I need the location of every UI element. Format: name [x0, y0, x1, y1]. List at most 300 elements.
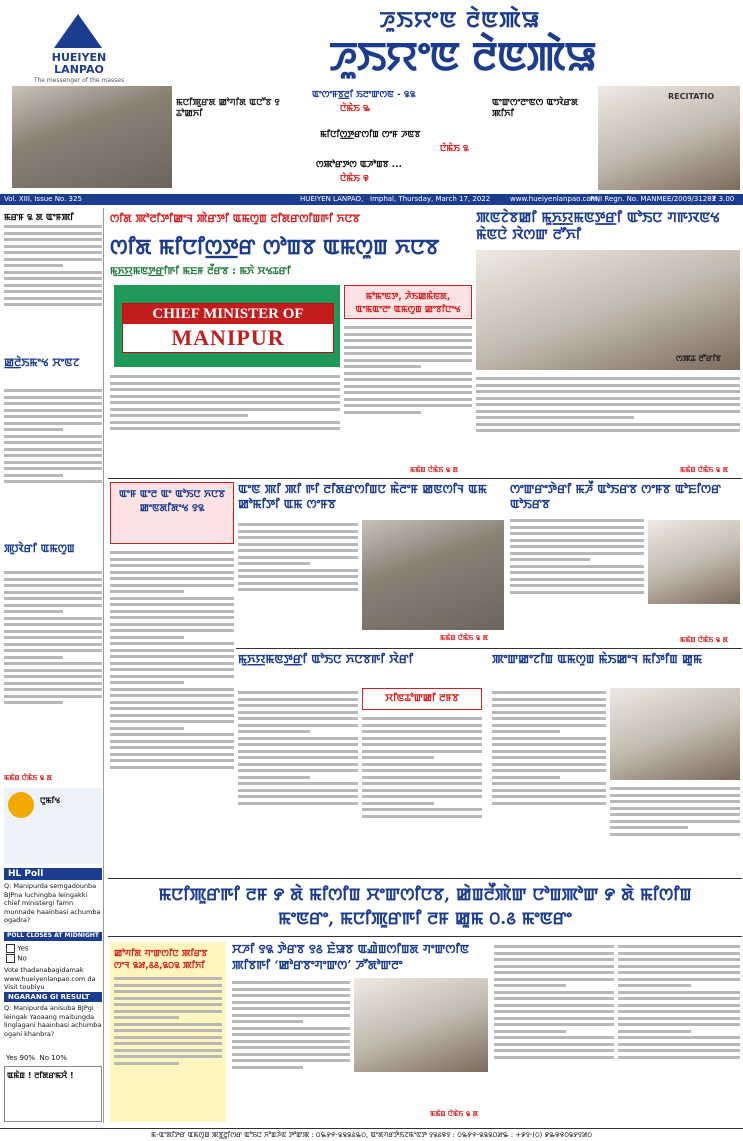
- text-line: [492, 704, 606, 707]
- text-line: [4, 435, 102, 438]
- text-line: [110, 590, 184, 593]
- bottom-left-headline: ꯀꯣꯚꯤꯗ ꯚꯦꯛꯁꯤꯅ ꯄꯤꯔꯕ: [114, 949, 208, 959]
- text-line: [4, 264, 63, 267]
- text-line: [114, 1055, 222, 1058]
- teaser-page-2: ꯅꯥꯃꯥꯏ ꯳: [340, 104, 371, 114]
- text-line: [238, 737, 358, 740]
- text-line: [618, 1023, 740, 1026]
- text-line: [238, 698, 358, 701]
- text-line: [618, 1010, 740, 1013]
- text-line: [4, 232, 102, 235]
- left-column: [2, 208, 104, 1123]
- divider: [236, 648, 742, 649]
- text-line: [618, 958, 740, 961]
- text-line: [362, 763, 482, 766]
- text-line: [344, 352, 472, 355]
- bottom-left-body: [114, 974, 222, 1114]
- weather-label: ꯅꯨꯃꯤꯠ: [40, 796, 61, 805]
- text-line: [110, 375, 340, 378]
- text-line: [232, 1027, 350, 1030]
- text-line: [110, 733, 234, 736]
- text-line: [110, 616, 234, 619]
- text-line: [110, 746, 234, 749]
- bottom-center-photo: [354, 978, 488, 1072]
- bottom-left-amount: ꯁꯦꯜ ꯲꯷,꯴꯴,꯲꯰꯲ ꯄꯤꯈꯤ: [114, 961, 205, 971]
- mid-right-turn-label: ꯃꯃꯥꯡ ꯅꯥꯃꯥꯏ ꯲ ꯗ: [680, 636, 729, 644]
- text-line: [4, 284, 102, 287]
- poll-option-yes[interactable]: Yes: [6, 944, 100, 953]
- text-line: [4, 636, 102, 639]
- text-line: [362, 795, 482, 798]
- issue-paper: HUEIYEN LANPAO,: [300, 195, 364, 203]
- text-line: [110, 551, 234, 554]
- text-line: [618, 952, 740, 955]
- text-line: [492, 737, 606, 740]
- text-line: [494, 945, 614, 948]
- text-line: [110, 668, 234, 671]
- text-line: [4, 610, 63, 613]
- text-line: [238, 782, 358, 785]
- cartoon-box: [4, 1066, 102, 1122]
- issue-price: ₹ 3.00: [712, 195, 735, 203]
- text-line: [476, 397, 740, 400]
- text-line: [110, 564, 234, 567]
- banner-headline-line1: ꯃꯅꯤꯄꯨꯔꯒꯤ ꯂꯝ ꯸ ꯗꯥ ꯃꯤꯁꯤꯡ ꯆꯦꯛꯁꯤꯅꯕ, ꯀꯥꯡꯂꯩꯄꯥꯛ ꯅꯣꯡꯄꯣꯛ ꯸ ꯗꯥ ꯃꯤꯁꯤꯡ: [158, 885, 692, 905]
- mid-right-body: [510, 516, 644, 636]
- text-line: [4, 389, 102, 392]
- left-turn-label: ꯃꯃꯥꯡ ꯅꯥꯃꯥꯏ ꯲ ꯗ: [4, 774, 53, 782]
- bottom-center-headline-2: ꯄꯤꯕꯒꯤ ‘ꯀꯣꯔꯕꯦꯚꯦꯛꯁ’ ꯍꯧꯗꯣꯛꯂꯦ: [232, 958, 403, 972]
- text-line: [618, 965, 740, 968]
- text-line: [232, 1053, 350, 1056]
- text-line: [110, 753, 234, 756]
- text-line: [110, 649, 234, 652]
- checkbox-icon[interactable]: [6, 954, 15, 963]
- text-line: [492, 711, 606, 714]
- text-line: [492, 782, 606, 785]
- text-line: [494, 978, 614, 981]
- logo: [4, 14, 154, 86]
- text-line: [494, 1049, 614, 1052]
- footer-imprint: ꯃ-ꯑꯦꯗꯤꯇꯔ ꯑꯃꯁꯨꯡ ꯄꯕ꯭ꯂꯤꯁꯔ ꯑꯣꯏꯅ ꯈꯣꯡꯍꯥꯟ ꯇꯣꯛꯄ : ꯰꯳꯸꯵-꯲꯲꯲꯴꯳꯰, ꯑꯦꯗꯚꯔꯇꯥꯏꯖꯃꯦꯟꯇ ꯱꯲꯴꯶꯱ : ꯰꯳꯸꯵-꯲꯲꯲꯰꯷꯳ : +꯹꯱-(꯰) ꯹꯳꯶꯶꯰꯲꯸꯱꯷꯰: [0, 1128, 743, 1140]
- text-line: [4, 623, 102, 626]
- text-line: [110, 675, 234, 678]
- text-line: [4, 630, 102, 633]
- text-line: [344, 378, 472, 381]
- text-line: [4, 643, 102, 646]
- text-line: [494, 1030, 566, 1033]
- text-line: [114, 1003, 222, 1006]
- text-line: [114, 1023, 222, 1026]
- text-line: [110, 414, 248, 417]
- text-line: [494, 1036, 614, 1039]
- teaser-story-3: ꯃꯤꯅꯤꯁ꯭ꯇꯔꯁꯤꯡ ꯁꯦꯝ ꯍꯟꯕ: [320, 130, 421, 140]
- text-line: [492, 756, 606, 759]
- text-line: [4, 290, 102, 293]
- text-line: [114, 1010, 222, 1013]
- lower-right-photo: [610, 688, 740, 780]
- teaser-photo-award: [598, 86, 740, 190]
- mid-center-turn-label: ꯃꯃꯥꯡ ꯅꯥꯃꯥꯏ ꯲ ꯗ: [440, 634, 489, 642]
- text-line: [618, 1030, 691, 1033]
- text-line: [476, 403, 740, 406]
- text-line: [110, 584, 234, 587]
- text-line: [232, 981, 350, 984]
- text-line: [4, 480, 102, 483]
- text-line: [510, 552, 644, 555]
- text-line: [362, 756, 434, 759]
- text-line: [4, 415, 102, 418]
- text-line: [110, 766, 234, 769]
- left-column-header: ꯃꯔꯝ ꯲ ꯗ ꯑꯦꯝꯄꯤ: [4, 213, 74, 223]
- text-line: [476, 390, 740, 393]
- text-line: [110, 714, 234, 717]
- text-line: [510, 578, 644, 581]
- text-line: [110, 694, 234, 697]
- issue-website: www.hueiyenlanpao.com,: [510, 195, 600, 203]
- text-line: [494, 952, 614, 955]
- text-line: [344, 339, 472, 342]
- text-line: [238, 530, 358, 533]
- text-line: [110, 421, 340, 424]
- cm-card-panel: [122, 303, 334, 353]
- text-line: [238, 756, 358, 759]
- text-line: [4, 409, 102, 412]
- lead-kicker: ꯁꯤꯗ ꯄꯣꯂꯤꯇꯤꯀꯦꯜ ꯄꯥꯔꯇꯤ ꯑꯃꯁꯨꯡ ꯂꯤꯗꯔꯁꯤꯡꯒꯤ ꯈꯅꯕ: [110, 212, 360, 225]
- text-line: [492, 769, 606, 772]
- lower-right-body: [492, 688, 606, 868]
- text-line: [362, 815, 482, 818]
- teaser-story-4: ꯁꯄꯣꯔꯇꯁ ꯑꯍꯣꯡꯕ ...: [316, 160, 402, 170]
- text-line: [510, 565, 644, 568]
- text-line: [344, 359, 472, 362]
- text-line: [110, 571, 234, 574]
- bottom-right-body-1: [494, 942, 614, 1122]
- issue-dateline: Imphal, Thursday, March 17, 2022: [370, 195, 491, 203]
- text-line: [510, 571, 644, 574]
- text-line: [618, 1049, 740, 1052]
- text-line: [494, 965, 614, 968]
- text-line: [492, 691, 606, 694]
- text-line: [110, 408, 340, 411]
- text-line: [610, 787, 740, 790]
- text-line: [238, 717, 358, 720]
- teaser-story-5: ꯑꯦꯛꯁꯦꯂꯦꯟꯁ ꯑꯦꯋꯥꯔꯗ ꯄꯤꯈꯤ: [492, 98, 578, 119]
- bottom-center-headline-1: ꯆꯍꯤ ꯱꯲ ꯇꯥꯔꯕ ꯱꯴ ꯐꯥꯎꯕ ꯑꯉꯥꯡꯁꯤꯡꯗ ꯚꯦꯛꯁꯤꯟ: [232, 942, 470, 956]
- left-story-2-headline: ꯀ꯭ꯂꯥꯏꯃꯦꯠ ꯆꯦꯟꯖ: [4, 356, 80, 369]
- text-line: [110, 577, 234, 580]
- text-line: [344, 391, 472, 394]
- text-line: [110, 388, 340, 391]
- text-line: [492, 730, 560, 733]
- lower-headline-1: ꯃꯨꯈ꯭ꯌꯃꯟꯇ꯭ꯔꯤ ꯑꯣꯏꯅ ꯈꯅꯕꯒꯤ ꯋꯥꯔꯤ: [238, 652, 414, 666]
- text-line: [494, 997, 614, 1000]
- issue-regn: RNI Regn. No. MANMEE/2009/31282: [590, 195, 717, 203]
- text-line: [114, 1049, 222, 1052]
- text-line: [344, 372, 472, 375]
- right-top-headline: ꯄꯟꯖꯥꯕꯀꯤ ꯃꯨꯈ꯭ꯌꯃꯟꯇ꯭ꯔꯤ ꯑꯣꯏꯅ ꯚꯒꯋꯟꯠ ꯃꯥꯟꯅꯥ ꯋꯥꯁꯛ ꯂꯧꯈꯤ: [476, 210, 720, 243]
- text-line: [114, 1029, 222, 1032]
- text-line: [110, 427, 340, 430]
- text-line: [110, 740, 234, 743]
- text-line: [232, 1001, 350, 1004]
- text-line: [4, 571, 102, 574]
- text-line: [110, 707, 234, 710]
- text-line: [238, 523, 358, 526]
- text-line: [492, 802, 606, 805]
- text-line: [494, 991, 614, 994]
- text-line: [4, 675, 102, 678]
- text-line: [238, 711, 358, 714]
- text-line: [4, 584, 102, 587]
- text-line: [110, 629, 234, 632]
- text-line: [238, 789, 358, 792]
- text-line: [110, 655, 234, 658]
- text-line: [4, 238, 102, 241]
- issue-bar: [0, 194, 743, 205]
- right-top-body: [476, 374, 740, 466]
- text-line: [4, 422, 102, 425]
- text-line: [344, 333, 472, 336]
- left-story-3-headline: ꯄꯨꯋꯥꯔꯤ ꯑꯃꯁꯨꯡ: [4, 542, 75, 555]
- logo-tagline: The messenger of the masses: [33, 77, 125, 84]
- text-line: [4, 669, 102, 672]
- text-line: [4, 461, 102, 464]
- text-line: [4, 454, 102, 457]
- photo-banner-text: RECITATIO: [668, 92, 715, 101]
- text-line: [618, 1056, 740, 1059]
- text-line: [494, 1056, 614, 1059]
- text-line: [4, 396, 102, 399]
- text-line: [4, 656, 63, 659]
- lower-body-1: [238, 688, 358, 868]
- text-line: [510, 584, 644, 587]
- text-line: [362, 717, 482, 720]
- text-line: [362, 743, 482, 746]
- bottom-right-body-2: [618, 942, 740, 1122]
- text-line: [110, 727, 184, 730]
- text-line: [362, 802, 434, 805]
- text-line: [114, 990, 222, 993]
- text-line: [110, 759, 234, 762]
- text-line: [618, 1017, 740, 1020]
- text-line: [492, 698, 606, 701]
- text-line: [238, 691, 358, 694]
- lead-headline: ꯁꯤꯗ ꯃꯤꯅꯤꯁ꯭ꯇꯔ ꯁꯣꯡꯕ ꯑꯃꯁꯨꯡ ꯈꯅꯕ: [110, 234, 440, 259]
- lead-turn-label: ꯃꯃꯥꯡ ꯅꯥꯃꯥꯏ ꯲ ꯗ: [410, 466, 459, 474]
- teaser-story-2: ꯑꯦꯁꯦꯝꯕ꯭ꯂꯤ ꯏꯂꯦꯛꯁꯟ - ꯲꯲: [312, 90, 416, 100]
- text-line: [4, 251, 102, 254]
- text-line: [344, 404, 472, 407]
- text-line: [238, 750, 358, 753]
- text-line: [110, 623, 234, 626]
- text-line: [4, 695, 102, 698]
- text-line: [4, 225, 102, 228]
- result-question: Q: Manipurda anisuba BJPgi leingak Yaoaang maitungda linglagani haainbasi achumba ogani khanbra?: [4, 1004, 102, 1038]
- divider: [108, 878, 742, 879]
- mid-right-photo: [648, 520, 740, 604]
- text-line: [476, 384, 740, 387]
- masthead-top-title: ꯍꯨꯏꯌꯦꯟ ꯂꯥꯟꯄꯥꯎ: [379, 7, 541, 33]
- hl-poll-title: HL Poll: [4, 868, 102, 880]
- text-line: [510, 539, 644, 542]
- text-line: [618, 1043, 740, 1046]
- lead-body: [110, 372, 340, 462]
- result-values: Yes 90% No 10%: [6, 1054, 67, 1062]
- text-line: [362, 769, 482, 772]
- text-line: [110, 401, 340, 404]
- lower-body-2: [362, 714, 482, 868]
- text-line: [232, 994, 350, 997]
- masthead-main-title: ꯍꯨꯏꯌꯦꯟ ꯂꯥꯟꯄꯥꯎ: [329, 33, 596, 80]
- text-line: [110, 603, 234, 606]
- text-line: [110, 558, 234, 561]
- bottom-center-body: [232, 978, 350, 1118]
- text-line: [110, 636, 184, 639]
- text-line: [344, 411, 421, 414]
- text-line: [114, 997, 222, 1000]
- text-line: [618, 1036, 740, 1039]
- text-line: [4, 688, 102, 691]
- text-line: [510, 558, 590, 561]
- text-line: [476, 416, 634, 419]
- right-top-turn-label: ꯃꯃꯥꯡ ꯅꯥꯃꯥꯏ ꯲ ꯗ: [680, 466, 729, 474]
- lead-sidebar-body: [344, 323, 472, 463]
- text-line: [476, 429, 740, 432]
- weather-box: [4, 788, 102, 864]
- text-line: [238, 763, 358, 766]
- divider: [108, 936, 742, 937]
- oath-photo-caption: ꯁꯄꯊ ꯂꯧꯔꯤꯕ: [676, 354, 721, 363]
- text-line: [110, 681, 184, 684]
- text-line: [232, 1007, 350, 1010]
- text-line: [114, 1062, 179, 1065]
- text-line: [4, 591, 102, 594]
- mid-center-headline: ꯑꯦꯟ ꯄꯤ ꯄꯤ ꯒꯤ ꯂꯤꯗꯔꯁꯤꯡꯅ ꯃꯥꯂꯦꯝ ꯀꯟꯁꯤꯜ ꯑꯃ ꯀꯣꯃꯤꯇꯤ ꯑꯃ ꯁꯦꯝꯕ: [238, 482, 487, 511]
- text-line: [114, 1036, 222, 1039]
- text-line: [238, 582, 358, 585]
- mid-left-box: ꯑꯦꯝ ꯑꯦꯂ ꯑꯦ ꯑꯣꯏꯅ ꯈꯅꯕ ꯀꯦꯟꯗꯤꯗꯦꯠ ꯱꯲: [110, 482, 234, 544]
- text-line: [4, 303, 102, 306]
- text-line: [232, 1059, 350, 1062]
- lower-right-body-2: [610, 784, 740, 868]
- lower-box: ꯆꯤꯟꯊꯣꯛꯀꯤ ꯂꯝꯕ: [362, 688, 482, 710]
- banner-headline-line2: ꯃꯦꯟꯔꯦ, ꯃꯅꯤꯄꯨꯔꯒꯤ ꯂꯝ ꯀꯨꯃ ꯰.꯴ ꯃꯦꯟꯔꯦ: [278, 909, 572, 929]
- checkbox-icon[interactable]: [6, 944, 15, 953]
- text-line: [618, 978, 740, 981]
- text-line: [618, 971, 740, 974]
- text-line: [494, 958, 614, 961]
- text-line: [4, 604, 102, 607]
- text-line: [114, 984, 222, 987]
- text-line: [238, 730, 310, 733]
- text-line: [510, 526, 644, 529]
- text-line: [4, 428, 63, 431]
- text-line: [110, 720, 234, 723]
- text-line: [4, 271, 102, 274]
- text-line: [618, 945, 740, 948]
- text-line: [494, 1010, 614, 1013]
- text-line: [494, 1017, 614, 1020]
- text-line: [238, 776, 310, 779]
- text-line: [238, 575, 358, 578]
- text-line: [492, 789, 606, 792]
- text-line: [476, 377, 740, 380]
- text-line: [510, 532, 644, 535]
- text-line: [114, 1042, 222, 1045]
- text-line: [618, 1004, 740, 1007]
- text-line: [492, 795, 606, 798]
- mid-center-photo: [362, 520, 504, 630]
- text-line: [238, 724, 358, 727]
- oath-photo: [476, 250, 740, 370]
- text-line: [4, 467, 102, 470]
- text-line: [110, 395, 340, 398]
- lower-headline-2: ꯄꯦꯛꯀꯦꯖꯤꯡ ꯑꯃꯁꯨꯡ ꯃꯥꯏꯀꯦꯜ ꯃꯤꯇꯤꯡ ꯀꯨꯃ: [492, 652, 702, 666]
- poll-option-no[interactable]: No: [6, 954, 100, 963]
- text-line: [362, 724, 482, 727]
- text-line: [238, 569, 358, 572]
- text-line: [492, 717, 606, 720]
- text-line: [4, 441, 102, 444]
- bottom-center-turn-label: ꯃꯃꯥꯡ ꯅꯥꯃꯥꯏ ꯲ ꯗ: [430, 1110, 479, 1118]
- teaser-page-3: ꯅꯥꯃꯥꯏ ꯲: [440, 144, 469, 154]
- cm-card-line1: CHIEF MINISTER OF: [123, 304, 333, 324]
- text-line: [618, 991, 740, 994]
- result-title: NGARANG GI RESULT: [4, 992, 102, 1002]
- teaser-photo-vaccination: [12, 86, 172, 188]
- text-line: [492, 743, 606, 746]
- text-line: [510, 545, 644, 548]
- text-line: [238, 704, 358, 707]
- text-line: [232, 988, 350, 991]
- text-line: [618, 984, 691, 987]
- text-line: [510, 591, 644, 594]
- text-line: [494, 984, 566, 987]
- logo-emblem-icon: [54, 14, 102, 48]
- text-line: [4, 597, 102, 600]
- text-line: [232, 1014, 350, 1017]
- text-line: [238, 588, 358, 591]
- text-line: [610, 813, 740, 816]
- text-line: [232, 1046, 350, 1049]
- text-line: [4, 662, 102, 665]
- text-line: [110, 610, 234, 613]
- text-line: [4, 649, 102, 652]
- left-story-2-body: [4, 386, 102, 536]
- text-line: [610, 826, 688, 829]
- text-line: [362, 750, 482, 753]
- text-line: [114, 1016, 179, 1019]
- teaser-story-1: ꯃꯅꯤꯄꯨꯔꯗ ꯀꯣꯚꯤꯗ ꯑꯅꯧꯕ ꯱ ꯊꯣꯀꯈꯤ: [176, 98, 280, 119]
- text-line: [238, 802, 358, 805]
- text-line: [4, 297, 102, 300]
- sun-icon: [8, 792, 34, 818]
- text-line: [492, 724, 606, 727]
- text-line: [362, 776, 482, 779]
- text-line: [610, 820, 740, 823]
- text-line: [238, 549, 358, 552]
- text-line: [494, 1023, 614, 1026]
- text-line: [362, 808, 482, 811]
- text-line: [362, 782, 482, 785]
- text-line: [110, 597, 234, 600]
- poll-closes-banner: POLL CLOSES AT MIDNIGHT: [4, 932, 102, 941]
- teaser-page-4: ꯅꯥꯃꯥꯏ ꯶: [340, 174, 369, 184]
- text-line: [610, 807, 740, 810]
- text-line: [494, 971, 614, 974]
- text-line: [114, 977, 222, 980]
